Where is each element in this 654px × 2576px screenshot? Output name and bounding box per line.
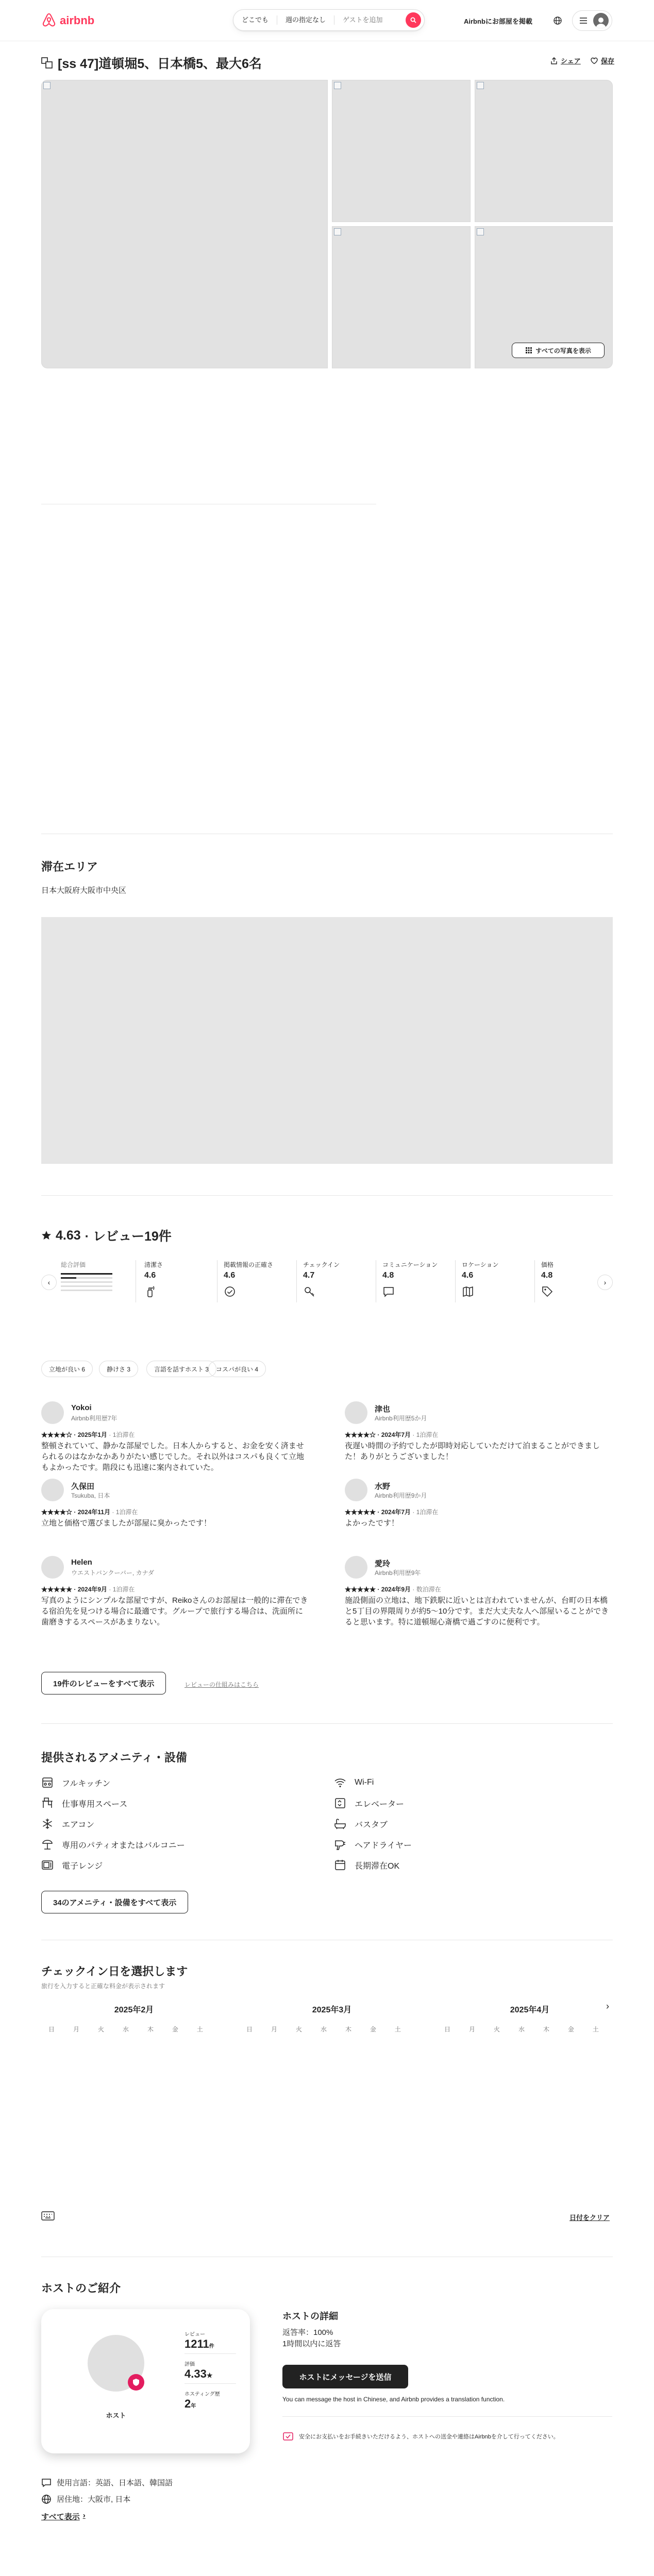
host-residence-text: 居住地：大阪市, 日本	[57, 2495, 131, 2504]
patio-icon	[41, 1838, 54, 1851]
search-button[interactable]	[406, 12, 421, 28]
airbnb-logo-icon	[41, 12, 57, 29]
reviewer-subtitle: Airbnb利用歴7年	[71, 1415, 118, 1422]
amenity-label: 長期滞在OK	[355, 1861, 400, 1871]
message-host-button[interactable]: ホストにメッセージを送信	[282, 2365, 408, 2388]
host-your-home-link[interactable]: Airbnbにお部屋を掲載	[464, 18, 532, 25]
map-icon	[462, 1285, 474, 1298]
calendar-next-button[interactable]	[606, 2001, 609, 2012]
review-text: 写真のようにシンプルな部屋ですが、Reikoさんのお部屋は一般的に滞在できる宿泊先を見つける場合に最適です。グループで旅行する場合は、洗面所に歯磨きするスペースがあまりない。	[41, 1596, 308, 1626]
amenity-item	[41, 1818, 94, 1830]
hairdryer-icon	[334, 1838, 346, 1851]
tag-icon	[541, 1285, 554, 1298]
host-stat-value: 2	[185, 2397, 191, 2410]
desk-icon	[41, 1797, 54, 1809]
user-silhouette-icon	[594, 15, 608, 28]
amenity-item	[41, 1776, 110, 1789]
host-response-rate: 返答率：100%	[282, 2328, 333, 2337]
reviewer-subtitle: Airbnb利用歴5か月	[375, 1415, 427, 1422]
broken-image-icon	[477, 228, 484, 235]
weekday-label: 日	[444, 2026, 451, 2033]
share-icon	[550, 57, 558, 64]
calendar-subtitle: 旅行を入力すると正確な料金が表示されます	[41, 1982, 165, 1990]
divider	[41, 1723, 613, 1724]
payment-protection-note	[282, 2431, 608, 2442]
review-text: よかったです！	[345, 1519, 399, 1528]
rating-bar-5	[61, 1273, 112, 1275]
speech-bubble-icon	[41, 2478, 52, 2488]
clear-dates-button[interactable]: 日付をクリア	[569, 2214, 610, 2222]
rating-category-value-for-money	[535, 1260, 596, 1302]
weekday-label: 土	[394, 2026, 401, 2033]
host-show-more-link[interactable]	[41, 2511, 86, 2522]
payment-protection-text: 安全にお支払いをお手続きいただけるよう、ホストへの送金や連絡はAirbnbを介して行ってください。	[299, 2434, 559, 2440]
kitchen-icon	[41, 1776, 54, 1789]
reviewer-subtitle: Tsukuba, 日本	[71, 1492, 110, 1499]
amenity-item	[41, 1859, 103, 1871]
weekday-row	[48, 2025, 203, 2033]
rating-category-cleanliness	[138, 1260, 217, 1302]
review-stay: · 1泊滞在	[112, 1509, 138, 1516]
photo-4[interactable]	[332, 226, 471, 368]
amenities-heading: 提供されるアメニティ・設備	[41, 1751, 187, 1764]
weekday-label: 日	[48, 2026, 55, 2033]
weekday-label: 金	[370, 2026, 376, 2033]
airbnb-logo[interactable]	[41, 12, 94, 29]
how-reviews-work-link[interactable]: レビューの仕組みはこちら	[185, 1681, 259, 1688]
location-address: 日本大阪府大阪市中央区	[41, 886, 127, 895]
review-stars: ★★★★★	[41, 1586, 73, 1593]
overall-rating-breakdown	[61, 1260, 136, 1302]
page-title: [ss 47]道頓堀5、日本橋5、最大6名	[58, 57, 262, 71]
reviewer-subtitle: ウエストバンクーバー, カナダ	[71, 1569, 154, 1577]
host-stat	[185, 2389, 236, 2411]
calendar-month-title: 2025年4月	[510, 2006, 550, 2014]
amenity-item	[41, 1838, 185, 1851]
weekday-label: 日	[246, 2026, 253, 2033]
rating-category-label: 掲載情報の正確さ	[224, 1261, 274, 1268]
reviewer-name: 津也	[375, 1405, 391, 1414]
review-meta	[41, 1430, 135, 1439]
show-all-reviews-button[interactable]: 19件のレビューをすべて表示	[41, 1672, 166, 1694]
search-bar[interactable]	[233, 9, 425, 31]
rating-category-value: 4.8	[541, 1271, 553, 1280]
host-translation-note: You can message the host in Chinese, and Airbnb provides a translation function.	[282, 2396, 505, 2403]
review-score: 4.63	[56, 1228, 81, 1243]
review-item	[345, 1401, 613, 1468]
chevron-right-icon: ›	[603, 1278, 607, 1286]
review-stay: · 1泊滞在	[412, 1431, 439, 1438]
host-details-heading: ホストの詳細	[282, 2311, 338, 2321]
reviewer-avatar	[345, 1556, 367, 1579]
amenity-label: エレベーター	[355, 1800, 405, 1809]
review-stars: ★★★★☆	[41, 1509, 73, 1516]
rating-bar-3	[61, 1281, 112, 1283]
amenity-item	[334, 1859, 399, 1871]
share-button[interactable]	[550, 56, 581, 65]
user-menu-button[interactable]	[572, 10, 612, 31]
show-all-amenities-button[interactable]: 34のアメニティ・設備をすべて表示	[41, 1891, 188, 1913]
weekday-label: 火	[493, 2026, 500, 2033]
calendar-icon	[334, 1859, 346, 1871]
reviewer-avatar	[345, 1401, 367, 1424]
search-when[interactable]: 週の指定なし	[277, 15, 334, 25]
broken-image-icon	[334, 228, 341, 235]
rating-category-communication	[376, 1260, 456, 1302]
host-stat	[185, 2360, 236, 2381]
heart-icon	[591, 57, 598, 64]
rating-bar-1	[61, 1290, 112, 1291]
rating-category-accuracy	[217, 1260, 297, 1302]
show-all-photos-button[interactable]	[512, 343, 605, 358]
reviewer-avatar	[41, 1479, 64, 1501]
key-icon	[303, 1285, 315, 1298]
review-date: · 2024年7月	[377, 1431, 411, 1438]
calendar-month-title: 2025年2月	[114, 2006, 154, 2014]
rating-category-value: 4.7	[303, 1271, 315, 1280]
review-text: 夜遅い時間の予約でしたが即時対応していただけて泊まることができました！ありがとうございました！	[345, 1442, 600, 1461]
review-stay: · 数泊滞在	[412, 1586, 441, 1593]
map[interactable]	[41, 917, 613, 1164]
weekday-label: 木	[147, 2026, 154, 2033]
broken-image-icon	[334, 82, 341, 89]
calendar-heading: チェックイン日を選択します	[41, 1965, 188, 1978]
rating-category-label: 清潔さ	[144, 1261, 163, 1268]
hamburger-icon	[580, 18, 587, 24]
amenity-item	[334, 1838, 412, 1851]
weekday-label: 木	[345, 2026, 351, 2033]
review-date: · 2024年9月	[377, 1586, 411, 1593]
amenity-item	[334, 1797, 404, 1809]
weekday-label: 土	[592, 2026, 599, 2033]
avatar	[593, 13, 609, 28]
review-meta	[345, 1507, 438, 1516]
chat-icon	[382, 1285, 395, 1298]
host-residence	[41, 2494, 130, 2504]
weekday-label: 月	[73, 2026, 79, 2033]
review-summary	[41, 1226, 172, 1245]
amenity-label: 仕事専用スペース	[62, 1800, 128, 1809]
search-icon	[410, 17, 416, 23]
amenity-label: エアコン	[62, 1820, 95, 1829]
rating-category-value: 4.6	[144, 1271, 156, 1280]
host-role: ホスト	[106, 2412, 126, 2419]
rating-category-value: 4.6	[462, 1271, 474, 1280]
divider	[282, 2416, 612, 2417]
protection-icon	[282, 2431, 294, 2442]
review-item	[41, 1401, 309, 1472]
weekday-label: 水	[320, 2026, 327, 2033]
reviewer-subtitle: Airbnb利用歴9年	[375, 1569, 421, 1577]
rating-bars	[61, 1273, 136, 1291]
host-card[interactable]	[41, 2309, 250, 2453]
host-show-more-label: すべて表示	[41, 2513, 80, 2521]
review-stars: ★★★★★	[345, 1509, 376, 1516]
review-item	[345, 1556, 613, 1633]
review-date: · 2025年1月	[74, 1431, 108, 1438]
amenity-item	[334, 1776, 374, 1789]
review-item	[41, 1556, 309, 1633]
reviewer-avatar	[345, 1479, 367, 1501]
reviewer-name: 愛玲	[375, 1560, 391, 1568]
amenity-item	[41, 1797, 127, 1809]
amenity-label: 電子レンジ	[62, 1861, 103, 1871]
rating-category-checkin	[297, 1260, 376, 1302]
host-stat-suffix: 年	[191, 2403, 196, 2409]
review-filter-chip[interactable]: コスパが良い 4	[208, 1361, 266, 1377]
review-date: · 2024年7月	[377, 1509, 411, 1516]
weekday-row	[246, 2025, 401, 2033]
snowflake-icon	[41, 1818, 54, 1830]
save-label: 保存	[601, 57, 615, 65]
amenity-label: バスタブ	[355, 1820, 388, 1829]
photo-main[interactable]	[41, 80, 328, 368]
photo-2[interactable]	[332, 80, 471, 222]
rating-bar-4	[61, 1277, 112, 1279]
broken-image-icon	[477, 82, 484, 89]
weekday-label: 水	[122, 2026, 129, 2033]
weekday-label: 火	[295, 2026, 302, 2033]
calendar-month-title: 2025年3月	[312, 2006, 352, 2014]
host-stat-label: レビュー	[185, 2332, 205, 2337]
listing-title-row	[41, 54, 262, 72]
reviewer-name: 水野	[375, 1482, 391, 1491]
rating-bar-2	[61, 1285, 112, 1287]
review-item	[345, 1479, 613, 1535]
keyboard-shortcuts-button[interactable]	[41, 2211, 55, 2223]
review-filter-chip[interactable]: 静けさ 3	[99, 1361, 138, 1377]
shield-icon	[132, 2378, 140, 2386]
weekday-label: 金	[567, 2026, 574, 2033]
wifi-icon	[334, 1776, 346, 1789]
amenity-label: Wi-Fi	[355, 1778, 374, 1787]
review-text: 整頓されていて、静かな部屋でした。日本人からすると、お金を安く済ませられるのはなかなかありがたい感じでした。それ以外はコスパも良くて立地もよかったです。階段にも迅速に案内されていた。	[41, 1442, 305, 1472]
review-meta	[41, 1507, 138, 1516]
host-stat-label: 評価	[185, 2362, 195, 2367]
host-stat-label: ホスティング歴	[185, 2392, 220, 2397]
star-icon	[41, 1230, 52, 1241]
save-button[interactable]	[591, 56, 614, 65]
globe-icon	[554, 16, 562, 25]
elevator-icon	[334, 1797, 346, 1809]
review-stay: · 1泊滞在	[109, 1431, 135, 1438]
host-stat-suffix: 件	[209, 2344, 214, 2349]
share-label: シェア	[561, 57, 581, 65]
reviewer-subtitle: Airbnb利用歴9か月	[375, 1492, 427, 1499]
brand-name: airbnb	[60, 14, 95, 27]
rating-category-label: ロケーション	[462, 1261, 499, 1268]
microwave-icon	[41, 1859, 54, 1871]
weekday-label: 木	[543, 2026, 549, 2033]
host-heading: ホストのご紹介	[41, 2282, 121, 2295]
amenity-label: ヘアドライヤー	[355, 1841, 412, 1850]
weekday-label: 月	[468, 2026, 475, 2033]
review-date: · 2024年11月	[74, 1509, 111, 1516]
bathtub-icon	[334, 1818, 346, 1830]
host-stat-value: 1211	[185, 2337, 209, 2350]
weekday-label: 金	[172, 2026, 178, 2033]
location-heading: 滞在エリア	[41, 860, 98, 873]
review-filter-chip[interactable]: 言語を話すホスト 3	[146, 1361, 216, 1377]
host-languages	[41, 2477, 173, 2488]
rating-category-label: コミュニケーション	[382, 1261, 438, 1268]
rating-category-value: 4.8	[382, 1271, 394, 1280]
review-item	[41, 1479, 309, 1535]
weekday-label: 火	[97, 2026, 104, 2033]
divider	[185, 2353, 236, 2354]
language-button[interactable]	[550, 13, 565, 28]
weekday-label: 月	[271, 2026, 277, 2033]
keyboard-icon	[41, 2211, 55, 2221]
reviewer-name: 久保田	[71, 1482, 95, 1491]
check-circle-icon	[224, 1285, 236, 1298]
chevron-right-icon: ›	[82, 2511, 86, 2520]
reviewer-avatar	[41, 1556, 64, 1579]
host-stat-suffix: ★	[206, 2371, 213, 2379]
chevron-left-icon: ‹	[47, 1278, 51, 1286]
superhost-badge	[128, 2374, 144, 2391]
amenity-label: 専用のパティオまたはバルコニー	[62, 1841, 185, 1850]
divider	[185, 2383, 236, 2384]
globe-icon	[41, 2494, 52, 2504]
top-header	[0, 0, 654, 41]
reviewer-name: Helen	[71, 1558, 92, 1567]
rating-category-location	[456, 1260, 535, 1302]
review-meta	[345, 1585, 441, 1594]
scroll-left-button[interactable]	[41, 1275, 57, 1290]
host-response-time: 1時間以内に返答	[282, 2340, 341, 2348]
rating-category-label: チェックイン	[303, 1261, 340, 1268]
host-stat	[185, 2330, 236, 2351]
host-languages-text: 使用言語：英語、日本語、韓国語	[57, 2479, 173, 2487]
review-meta	[41, 1585, 135, 1594]
review-count: · レビュー19件	[85, 1229, 172, 1244]
review-text: 立地と価格で選びましたが部屋に臭かったです！	[41, 1519, 212, 1528]
reviewer-name: Yokoi	[71, 1403, 92, 1412]
reviewer-avatar	[41, 1401, 64, 1424]
search-who[interactable]: ゲストを追加	[343, 16, 383, 24]
weekday-row	[444, 2025, 599, 2033]
review-filter-chip[interactable]: 立地が良い 6	[41, 1361, 93, 1377]
amenity-item	[334, 1818, 388, 1830]
photo-3[interactable]	[475, 80, 613, 222]
rating-category-value: 4.6	[224, 1271, 236, 1280]
review-stars: ★★★★☆	[345, 1431, 376, 1438]
scroll-right-button[interactable]	[597, 1275, 613, 1290]
show-all-photos-label: すべての写真を表示	[535, 347, 591, 354]
weekday-label: 土	[196, 2026, 203, 2033]
overall-rating-label: 総合評価	[61, 1261, 86, 1268]
search-where[interactable]: どこでも	[233, 15, 277, 25]
rating-category-label: 価格	[541, 1261, 554, 1268]
divider	[41, 1195, 613, 1196]
weekday-label: 水	[518, 2026, 525, 2033]
review-stars: ★★★★★	[345, 1586, 376, 1593]
review-stay: · 1泊滞在	[412, 1509, 439, 1516]
review-meta	[345, 1430, 438, 1439]
grid-icon	[525, 347, 532, 354]
review-date: · 2024年9月	[74, 1586, 108, 1593]
chevron-right-icon: ›	[606, 2001, 609, 2011]
translate-icon	[41, 57, 53, 69]
amenity-label: フルキッチン	[62, 1779, 111, 1788]
review-stars: ★★★★☆	[41, 1431, 73, 1438]
broken-image-icon	[43, 82, 51, 89]
host-stat-value: 4.33	[185, 2367, 207, 2380]
spray-icon	[144, 1285, 157, 1298]
review-stay: · 1泊滞在	[109, 1586, 135, 1593]
review-text: 施設側面の立地は、地下鉄駅に近いとは言われていませんが、台町の日本橋と5丁目の界隈周りが約5〜10分です。まだ大丈夫な人へ部屋いることができると思います。特に道頓堀心斎橋で過ごすのに便利です。	[345, 1596, 609, 1626]
